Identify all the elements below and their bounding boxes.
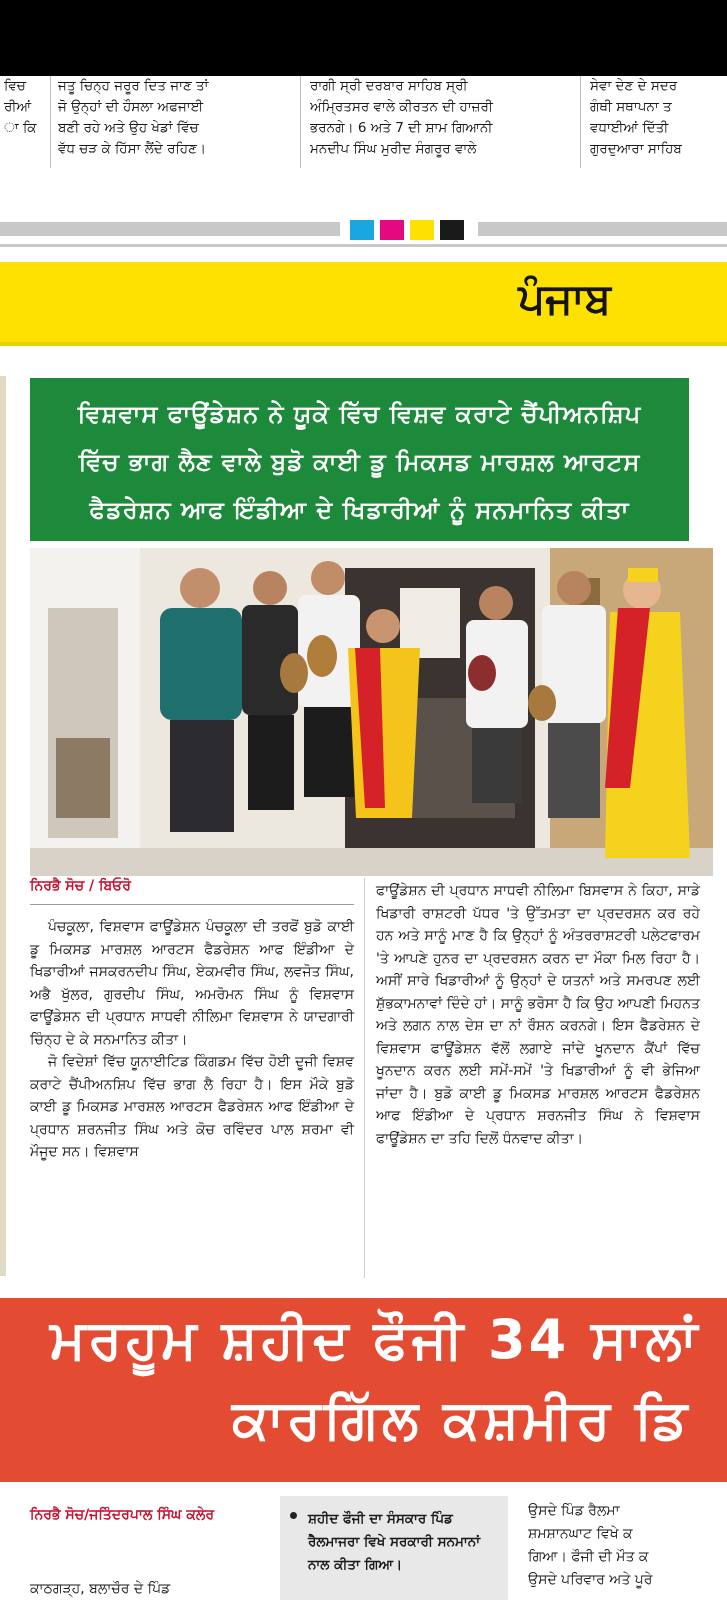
headline-box <box>30 378 689 541</box>
yellow-swatch <box>410 220 434 240</box>
text-line: ਅੰਮ੍ਰਿਤਸਰ ਵਾਲੇ ਕੀਰਤਨ ਦੀ ਹਾਜ਼ਰੀ <box>310 99 493 115</box>
text-line: ਗੁਰਦੁਆਰਾ ਸਾਹਿਬ <box>590 141 682 157</box>
text-line: ਗਿਆ। ਫੌਜੀ ਦੀ ਮੌਤ ਕ <box>528 1549 649 1565</box>
article-paragraph: ਫਾਊਂਡੇਸ਼ਨ ਦੀ ਪ੍ਰਧਾਨ ਸਾਧਵੀ ਨੀਲਿਮਾ ਬਿਸਵਾਸ ਨੇ ਕਿਹਾ, ਸਾਡੇ ਖਿਡਾਰੀ ਰਾਸ਼ਟਰੀ ਪੱਧਰ 'ਤੇ ਉੱਤਮਤਾ ਦਾ ਪ੍ਰਦਰਸ਼ਨ ਕਰ ਰਹੇ ਹਨ ਅਤੇ ਸਾਨੂੰ ਮਾਣ ਹੈ ਕਿ ਉਨ੍ਹਾਂ ਨੂੰ ਅੰਤਰਰਾਸ਼ਟਰੀ ਪਲੇਟਫਾਰਮ 'ਤੇ ਆਪਣੇ ਹੁਨਰ ਦਾ ਪ੍ਰਦਰਸ਼ਨ ਕਰਨ ਦਾ ਮੌਕਾ ਮਿਲ ਰਿਹਾ ਹੈ। ਅਸੀਂ ਸਾਰੇ ਖਿਡਾਰੀਆਂ ਨੂੰ ਉਨ੍ਹਾਂ ਦੇ ਯਤਨਾਂ ਅਤੇ ਸਮਰਪਣ ਲਈ ਸ਼ੁੱਭਕਾਮਨਾਵਾਂ ਦਿੰਦੇ ਹਾਂ। ਸਾਨੂੰ ਭਰੋਸਾ ਹੈ ਕਿ ਉਹ ਆਪਣੀ ਮਿਹਨਤ ਅਤੇ ਲਗਨ ਨਾਲ ਦੇਸ਼ ਦਾ ਨਾਂ ਰੌਸ਼ਨ ਕਰਨਗੇ। ਇਸ ਫੈਡਰੇਸ਼ਨ ਦੇ ਵਿਸ਼ਵਾਸ ਫਾਊਂਡੇਸ਼ਨ ਵੱਲੋਂ ਲਗਾਏ ਜਾਂਦੇ ਖੂਨਦਾਨ ਕੈਂਪਾਂ ਵਿੱਚ ਖੂਨਦਾਨ ਕਰਨ ਲਈ ਸਮੇਂ-ਸਮੇਂ 'ਤੇ ਖਿਡਾਰੀਆਂ ਨੂੰ ਵੀ ਭੇਜਿਆ ਜਾਂਦਾ ਹੈ। ਬੁਡੋ ਕਾਈ ਡੂ ਮਿਕਸਡ ਮਾਰਸ਼ਲ ਆਰਟਸ ਫੈਡਰੇਸ਼ਨ ਆਫ ਇੰਡੀਆ ਦੇ ਪ੍ਰਧਾਨ ਸ਼ਰਨਜੀਤ ਸਿੰਘ ਨੇ ਵਿਸ਼ਵਾਸ ਫਾਊਂਡੇਸ਼ਨ ਦਾ ਤਹਿ ਦਿਲੋਂ ਧੰਨਵਾਦ ਕੀਤਾ। <box>376 883 700 1147</box>
article-paragraph: ਪੰਚਕੂਲਾ, ਵਿਸ਼ਵਾਸ ਫਾਊਂਡੇਸ਼ਨ ਪੰਚਕੂਲਾ ਦੀ ਤਰਫੋਂ ਬੁਡੋ ਕਾਈ ਡੂ ਮਿਕਸਡ ਮਾਰਸ਼ਲ ਆਰਟਸ ਫੈਡਰੇਸ਼ਨ ਆਫ ਇੰਡੀਆ ਦੇ ਖਿਡਾਰੀਆਂ ਜਸਕਰਨਦੀਪ ਸਿੰਘ, ਏਕਮਵੀਰ ਸਿੰਘ, ਲਵਜੋਤ ਸਿੰਘ, ਅਭੈ ਖੁੱਲਰ, ਗੁਰਦੀਪ ਸਿੰਘ, ਅਮਰੋਮਨ ਸਿੰਘ ਨੂੰ ਵਿਸ਼ਵਾਸ ਫਾਊਂਡੇਸ਼ਨ ਦੀ ਪ੍ਰਧਾਨ ਸਾਧਵੀ ਨੀਲਿਮਾ ਵਿਸ਼ਵਾਸ ਨੇ ਯਾਦਗਾਰੀ ਚਿੰਨ੍ਹ ਦੇ ਕੇ ਸਨਮਾਨਿਤ ਕੀਤਾ। <box>30 919 354 1048</box>
text-line: ਬਣੀ ਰਹੇ ਅਤੇ ਉਹ ਖੇਡਾਂ ਵਿੱਚ <box>58 120 199 136</box>
text-line: ਭਰਨਗੇ। 6 ਅਤੇ 7 ਦੀ ਸ਼ਾਮ ਗਿਆਨੀ <box>310 120 493 136</box>
article-byline: ਨਿਰਭੈ ਸੋਚ / ਬਿਓਰੋ <box>30 878 131 894</box>
column-divider <box>50 76 51 168</box>
text-line: ਸ਼ਮਸ਼ਾਨਘਾਟ ਵਿਖੇ ਕ <box>528 1526 633 1542</box>
section-header-band <box>0 262 727 346</box>
text-line: ਰੀਆਂ <box>4 99 32 115</box>
text-line: ਰਾਗੀ ਸ੍ਰੀ ਦਰਬਾਰ ਸਾਹਿਬ ਸ੍ਰੀ <box>310 78 468 94</box>
second-story-body-start: ਕਾਠਗੜ੍ਹ, ਬਲਾਚੌਰ ਦੇ ਪਿੰਡ <box>30 1581 171 1597</box>
pull-quote-text: ਸ਼ਹੀਦ ਫੌਜੀ ਦਾ ਸੰਸਕਾਰ ਪਿੰਡ ਰੈਲਮਾਜਰਾ ਵਿਖੇ ਸਰਕਾਰੀ ਸਨਮਾਨਾਂ ਨਾਲ ਕੀਤਾ ਗਿਆ। <box>308 1511 481 1573</box>
left-margin-rule <box>0 376 6 1276</box>
top-col-3 <box>310 76 576 160</box>
news-photo <box>30 548 713 876</box>
text-line: ਉਸਦੇ ਪਿੰਡ ਰੈਲਮਾ <box>528 1503 620 1519</box>
previous-article-columns <box>0 76 727 172</box>
text-line: ਵਿਚ <box>4 78 26 94</box>
headline-line: ਵਿਸ਼ਵਾਸ ਫਾਊਂਡੇਸ਼ਨ ਨੇ ਯੂਕੇ ਵਿੱਚ ਵਿਸ਼ਵ ਕਰਾਟੇ ਚੈਂਪੀਅਨਸ਼ਿਪ <box>77 400 642 428</box>
byline-rule <box>30 904 354 905</box>
second-headline-line: ਮਰਹੂਮ ਸ਼ਹੀਦ ਫੌਜੀ 34 ਸਾਲਾਂ <box>50 1308 701 1371</box>
top-black-bar <box>0 0 727 76</box>
group-photo-illustration <box>30 548 713 876</box>
registration-bar-left <box>0 222 340 236</box>
headline-line: ਫੈਡਰੇਸ਼ਨ ਆਫ ਇੰਡੀਆ ਦੇ ਖਿਡਾਰੀਆਂ ਨੂੰ ਸਨਮਾਨਿਤ ਕੀਤਾ <box>89 496 630 524</box>
headline-line: ਵਿੱਚ ਭਾਗ ਲੈਣ ਵਾਲੇ ਬੁਡੋ ਕਾਈ ਡੂ ਮਿਕਸਡ ਮਾਰਸ਼ਲ ਆਰਟਸ <box>78 448 641 476</box>
article-column-2 <box>376 880 700 1280</box>
top-col-1 <box>4 76 44 139</box>
text-line: ਜਤੂ ਚਿਨ੍ਹ ਜਰੂਰ ਦਿਤ ਜਾਣ ਤਾਂ <box>58 78 209 94</box>
top-col-2 <box>58 76 292 160</box>
pull-quote-box <box>280 1496 508 1600</box>
bullet-icon <box>290 1512 297 1519</box>
text-line: ਵੱਧ ਚੜ ਕੇ ਹਿੱਸਾ ਲੈਂਦੇ ਰਹਿਣ। <box>58 141 206 157</box>
text-line: ਗੰਥੀ ਸਥਾਪਨਾ ਤ <box>590 99 672 115</box>
text-line: ਾ ਕਿ <box>4 120 37 136</box>
second-story-right-column <box>528 1500 727 1592</box>
text-line: ਸੇਵਾ ਦੇਣ ਦੇ ਸਦਰ <box>590 78 678 94</box>
text-line: ਜੋ ਉਨ੍ਹਾਂ ਦੀ ਹੌਸਲਾ ਅਫਜਾਈ <box>58 99 204 115</box>
registration-bar-right <box>478 222 727 236</box>
second-story-headline-band <box>0 1298 727 1482</box>
cyan-swatch <box>350 220 374 240</box>
article-column-1 <box>30 916 354 1276</box>
second-headline-line: ਕਾਰਗਿੱਲ ਕਸ਼ਮੀਰ ਡਿ <box>232 1388 691 1451</box>
text-line: ਮਨਦੀਪ ਸਿੰਘ ਮੁਰੀਦ ਸੰਗਰੂਰ ਵਾਲੇ <box>310 141 477 157</box>
text-line: ਉਸਦੇ ਪਰਿਵਾਰ ਅਤੇ ਪੂਰੇ <box>528 1572 653 1588</box>
black-swatch <box>440 220 464 240</box>
text-line: ਵਧਾਈਆਂ ਦਿੱਤੀ <box>590 120 669 136</box>
magenta-swatch <box>380 220 404 240</box>
registration-rule <box>0 244 727 247</box>
second-story-byline: ਨਿਰਭੈ ਸੋਚ/ਜਤਿੰਦਰਪਾਲ ਸਿੰਘ ਕਲੇਰ <box>30 1507 215 1523</box>
column-divider <box>580 76 581 168</box>
column-divider <box>300 76 301 168</box>
top-col-4 <box>590 76 727 160</box>
section-title: ਪੰਜਾਬ <box>518 274 611 323</box>
column-divider <box>364 878 365 1278</box>
article-paragraph: ਜੋ ਵਿਦੇਸ਼ਾਂ ਵਿੱਚ ਯੂਨਾਈਟਿਡ ਕਿੰਗਡਮ ਵਿੱਚ ਹੋਈ ਦੂਜੀ ਵਿਸ਼ਵ ਕਰਾਟੇ ਚੈਂਪੀਅਨਸ਼ਿਪ ਵਿੱਚ ਭਾਗ ਲੈ ਰਿਹਾ ਹੈ। ਇਸ ਮੌਕੇ ਬੁਡੋ ਕਾਈ ਡੂ ਮਿਕਸਡ ਮਾਰਸ਼ਲ ਆਰਟਸ ਫੈਡਰੇਸ਼ਨ ਆਫ ਇੰਡੀਆ ਦੇ ਪ੍ਰਧਾਨ ਸ਼ਰਨਜੀਤ ਸਿੰਘ ਅਤੇ ਕੋਚ ਰਵਿੰਦਰ ਪਾਲ ਸ਼ਰਮਾ ਵੀ ਮੌਜੂਦ ਸਨ। ਵਿਸ਼ਵਾਸ <box>30 1054 354 1160</box>
